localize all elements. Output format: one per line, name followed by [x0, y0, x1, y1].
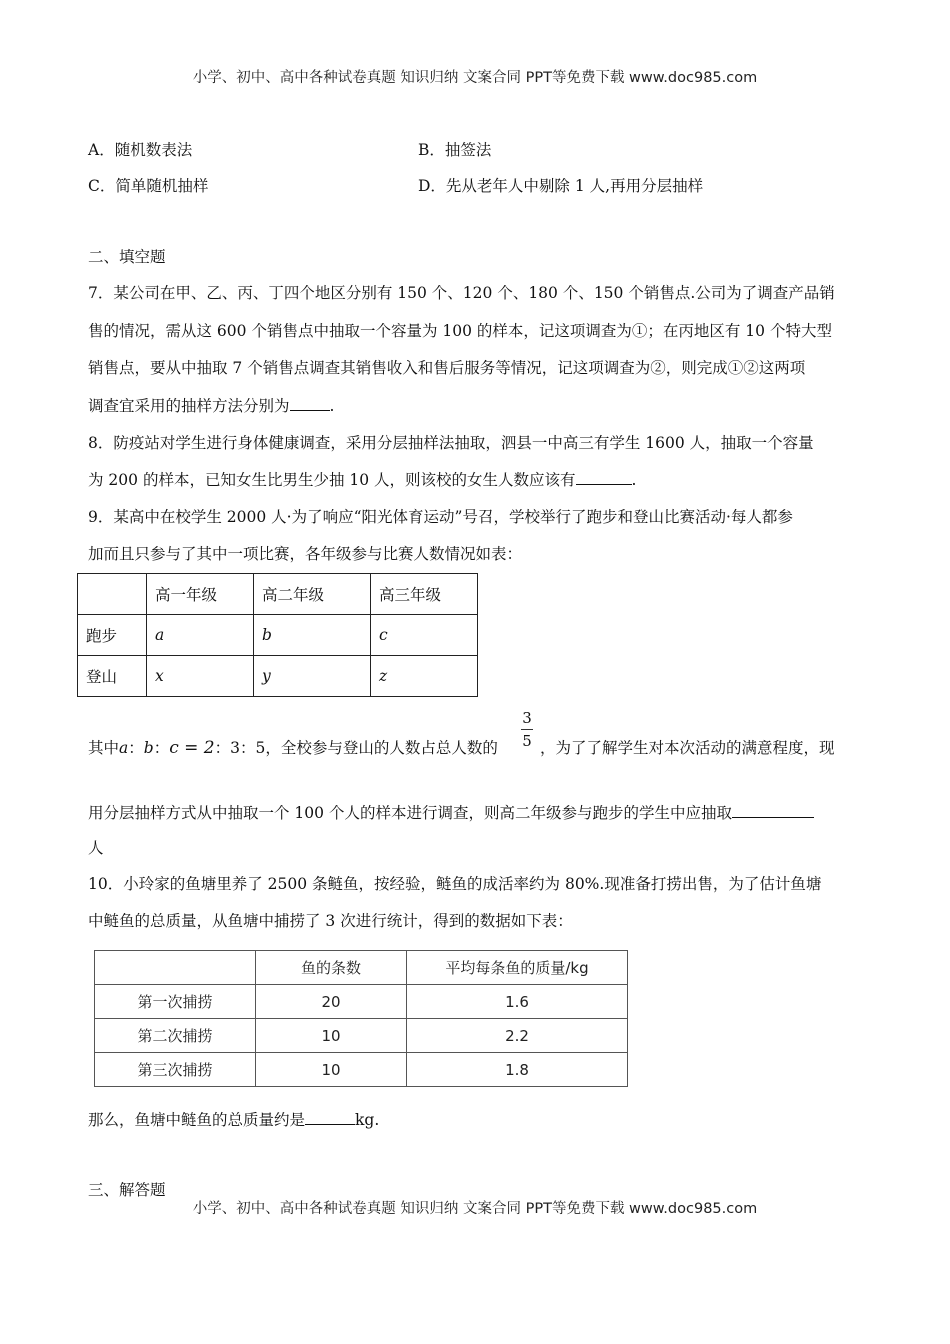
q10-mass-cell: 1.8	[407, 1053, 628, 1087]
q9-table-header: 高二年级	[254, 574, 371, 615]
q9-cell: a	[147, 615, 254, 656]
q10-count-cell: 20	[256, 985, 407, 1019]
q9-ratio-after: ，为了了解学生对本次活动的满意程度，现	[540, 739, 835, 757]
q7-answer-blank	[290, 396, 330, 411]
q9-cell: x	[147, 656, 254, 697]
q7-line-4	[88, 394, 334, 416]
q10-line-1: 10．小玲家的鱼塘里养了 2500 条鲢鱼，按经验，鲢鱼的成活率约为 80%.现准备打捞出售，为了估计鱼塘	[88, 875, 822, 893]
q9-fraction-numerator: 3	[522, 709, 532, 727]
q7-line-4-end: .	[329, 397, 335, 415]
section-answer-title: 三、解答题	[88, 1181, 166, 1199]
q9-line-1: 9．某高中在校学生 2000 人·为了响应“阳光体育运动”号召，学校举行了跑步和登山比赛活动·每人都参	[88, 508, 793, 526]
q9-answer-blank	[732, 803, 814, 818]
option-c: C．简单随机抽样	[88, 177, 209, 195]
q9-line-5: 人	[88, 839, 104, 857]
q7-line-3: 销售点，要从中抽取 7 个销售点调查其销售收入和售后服务等情况，记这项调查为②，则完成①②这两项	[88, 359, 806, 377]
q9-ratio-sep: ：	[153, 739, 170, 757]
q9-row-label: 跑步	[78, 615, 147, 656]
option-d: D．先从老年人中剔除 1 人,再用分层抽样	[418, 177, 704, 195]
option-b: B．抽签法	[418, 141, 492, 159]
q10-mass-cell: 1.6	[407, 985, 628, 1019]
q10-mass-cell: 2.2	[407, 1019, 628, 1053]
q9-table	[77, 573, 478, 697]
q10-row-label: 第三次捕捞	[95, 1053, 256, 1087]
q10-answer-prefix: 那么，鱼塘中鲢鱼的总质量约是	[88, 1111, 306, 1129]
q9-ratio-a: a	[119, 739, 129, 757]
q10-table-row	[95, 1019, 628, 1053]
q9-ratio-tail: ：3：5，全校参与登山的人数占总人数的	[214, 739, 498, 757]
q9-fraction	[517, 709, 537, 750]
q10-count-cell: 10	[256, 1019, 407, 1053]
q9-row-label: 登山	[78, 656, 147, 697]
q7-line-1: 7．某公司在甲、乙、丙、丁四个地区分别有 150 个、120 个、180 个、150 个销售点.公司为了调查产品销	[88, 284, 835, 302]
q9-line-4	[88, 801, 814, 823]
q9-line-2: 加而且只参与了其中一项比赛，各年级参与比赛人数情况如表：	[88, 545, 523, 563]
q9-cell: b	[254, 615, 371, 656]
q10-count-cell: 10	[256, 1053, 407, 1087]
q10-answer-suffix: kg.	[355, 1111, 380, 1129]
q9-fraction-denominator: 5	[522, 732, 532, 750]
q10-table-header-row	[95, 951, 628, 985]
q9-table-header: 高三年级	[371, 574, 478, 615]
q9-fraction-bar	[521, 729, 533, 730]
q8-line-2	[88, 468, 636, 490]
q9-ratio-line-left	[88, 736, 498, 758]
q7-line-4-text: 调查宜采用的抽样方法分别为	[88, 397, 290, 415]
q8-answer-blank	[576, 470, 632, 485]
q9-table-header-row	[78, 574, 478, 615]
q9-ratio-prefix: 其中	[88, 739, 120, 757]
q10-answer-blank	[305, 1110, 355, 1125]
q10-table-row	[95, 985, 628, 1019]
q10-line-2: 中鲢鱼的总质量，从鱼塘中捕捞了 3 次进行统计，得到的数据如下表：	[88, 912, 573, 930]
q10-table-corner	[95, 951, 256, 985]
q9-cell: y	[254, 656, 371, 697]
q8-line-2-end: .	[631, 471, 637, 489]
q9-table-corner	[78, 574, 147, 615]
footer-banner: 小学、初中、高中各种试卷真题 知识归纳 文案合同 PPT等免费下载 www.doc985.com	[192, 1201, 758, 1217]
q9-cell: c	[371, 615, 478, 656]
section-fill-blank-title: 二、填空题	[88, 248, 166, 266]
q9-table-row	[78, 656, 478, 697]
q9-line-4-text: 用分层抽样方式从中抽取一个 100 个人的样本进行调查，则高二年级参与跑步的学生中应抽取	[88, 804, 732, 822]
q8-line-1: 8．防疫站对学生进行身体健康调查，采用分层抽样法抽取，泗县一中高三有学生 1600 人，抽取一个容量	[88, 434, 814, 452]
q8-line-2-text: 为 200 的样本，已知女生比男生少抽 10 人，则该校的女生人数应该有	[88, 471, 576, 489]
q9-ratio-c-expr: c = 2	[169, 738, 215, 758]
q10-table-row	[95, 1053, 628, 1087]
q9-ratio-sep: ：	[128, 739, 144, 757]
q10-answer-line	[88, 1108, 379, 1130]
q10-table	[94, 950, 628, 1087]
q10-table-header: 鱼的条数	[256, 951, 407, 985]
q10-row-label: 第一次捕捞	[95, 985, 256, 1019]
q9-cell: z	[371, 656, 478, 697]
option-a: A．随机数表法	[88, 141, 193, 159]
q7-line-2: 售的情况，需从这 600 个销售点中抽取一个容量为 100 的样本，记这项调查为①；在丙地区有 10 个特大型	[88, 322, 832, 340]
q9-ratio-b: b	[143, 739, 154, 757]
q10-row-label: 第二次捕捞	[95, 1019, 256, 1053]
q9-table-header: 高一年级	[147, 574, 254, 615]
q10-table-header: 平均每条鱼的质量/kg	[407, 951, 628, 985]
q9-table-row	[78, 615, 478, 656]
header-banner: 小学、初中、高中各种试卷真题 知识归纳 文案合同 PPT等免费下载 www.doc985.com	[192, 70, 758, 86]
